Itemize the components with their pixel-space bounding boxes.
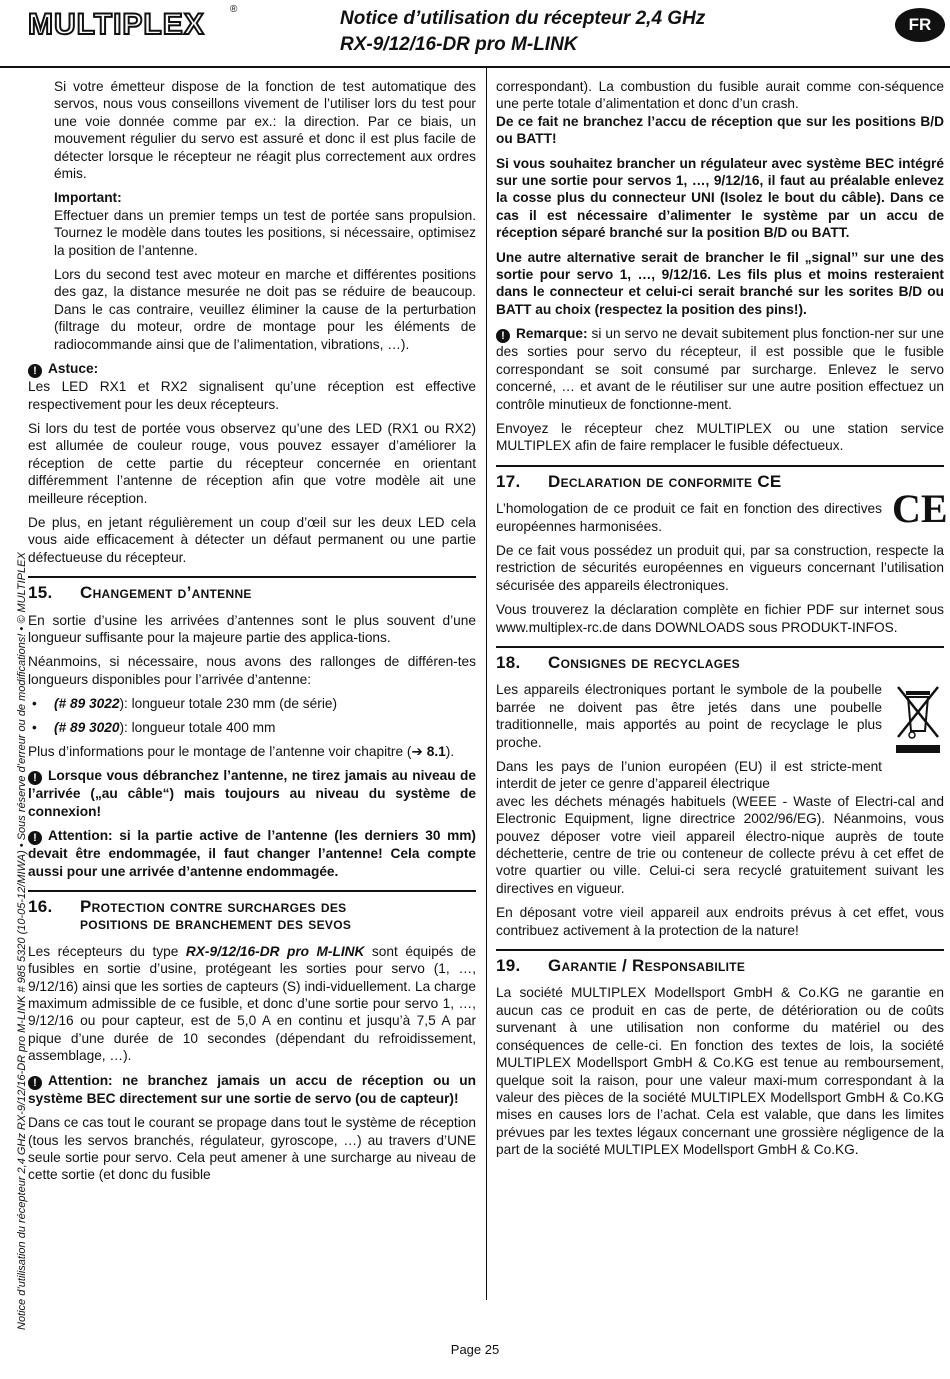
header-title-line2: RX-9/12/16-DR pro M-LINK (340, 34, 578, 55)
language-badge: FR (895, 8, 945, 42)
info-icon: ! (28, 364, 42, 378)
list-item (28, 719, 476, 736)
paragraph: En déposant votre vieil appareil aux endroits prévus à cet effet, vous contribuez activement à la protection de la nature! (496, 905, 944, 938)
section-title-continued: positions de branchement des sevos (80, 914, 352, 934)
section-title: Declaration de conformite CE (548, 471, 782, 491)
section-16-heading (28, 890, 476, 933)
side-margin-text: Notice d’utilisation du récepteur 2,4 GHz RX-9/12/16-DR pro M-LINK # 985 5320 (10-05-12/MIWA) • Sous réserve d’erreur ou de modifications! • © MULTIPLEX (16, 552, 28, 1330)
column-divider (486, 68, 487, 1300)
paragraph: L’homologation de ce produit ce fait en fonction des directives européennes harmonisées. (496, 501, 882, 534)
paragraph: avec les déchets ménagés habituels (WEEE - Waste of Electri-cal and Electronic Equipment, ligne directrice 2002/96/EG). Néanmoins, vous pouvez déposer votre vieil appareil électro-nique auprès de toute déchetterie, centre de trie ou conteneur de collecte prévu à cet effet de votre quartier ou ville. Celui-ci sera recyclé gratuitement suivant les directives en vigueur. (496, 793, 944, 896)
multiplex-logo: MULTIPLEX (28, 8, 205, 41)
paragraph: De ce fait vous possédez un produit qui, par sa construction, respecte la restriction de sécurités européennes en vigueurs concernant l’utilisation sécurisée des appareils électroniques. (496, 542, 944, 593)
section-number: 19. (496, 956, 521, 976)
section-title: Changement d’antenne (80, 583, 252, 603)
paragraph-text: sont équipés de fusibles en sortie d’usine, protégeant les sorties pour servo (1, …, 9/12/16) ainsi que les sorties de capteurs (S) indi-viduellement. La charge maximum admissible de ce fusible, et donc d’une sortie pour servo 1, …, 9/12/16 ou pour capteur, est de 5,0 A en continu et jusqu’à 7,5 A par pique d’une durée de 10 secondes (dépendant du refroidissement, assemblage, …). (28, 943, 476, 1064)
paragraph-text: ). (445, 744, 455, 759)
section-19-heading (496, 949, 944, 974)
paragraph-bold: De ce fait ne branchez l’accu de réception que sur les positions B/D ou BATT! (496, 113, 944, 147)
paragraph: En sortie d’usine les arrivées d’antennes sont le plus souvent d’une longueur suffisante pour la majeure partie des applica-tions. (28, 612, 476, 645)
paragraph-bold: Si vous souhaitez brancher un régulateur avec système BEC intégré sur une sortie pour servos 1, …, 9/12/16, il faut au préalable enlevez la cosse plus du connecteur UNI (Isolez le bout du câble). Dans ce cas il est nécessaire d’alimenter le système par un accu de réception séparé branché sur la position B/D ou BATT. (496, 155, 944, 241)
remarque-label: Remarque: (516, 326, 588, 342)
paragraph: correspondant). La combustion du fusible aurait comme con-séquence une perte totale d’alimentation et donc d’un crash. (496, 79, 944, 112)
paragraph: De plus, en jetant régulièrement un coup d’œil sur les deux LED cela vous aide efficacement à détecter un défaut permanent ou une partie défectueuse du récepteur. (28, 514, 476, 565)
section-title: Consignes de recyclages (548, 652, 740, 672)
paragraph: La société MULTIPLEX Modellsport GmbH & Co.KG ne garantie en aucun cas ce produit en cas de perte, de détérioration ou de coûts survenant à une utilisation non conforme du matériel ou des conséquences de celle-ci. En fonction des textes de lois, la société MULTIPLEX Modellsport GmbH & Co.KG est tenue au remboursement, quelque soit la raison, pour une valeur maxi-mum correspondant à la valeur des pièces de la société MULTIPLEX Modellsport GmbH & Co.KG mises en causes lors de l’achat. Cela est valable, que dans les limites prévues par les textes légaux concernant une grossière négligence de la part de la société MULTIPLEX Modellsport GmbH & Co.KG. (496, 985, 944, 1158)
note-text: si un servo ne devait subitement plus fonction-ner sur une des sorties pour servo du récepteur, il est possible que le fusible correspondant se soit consumé par surcharge. Enlevez le servo concerné, … et avant de le réutiliser sur une autre position effectuez un contrôle minutieux de fonctionne-ment. (496, 326, 944, 412)
section-title: Garantie / Responsabilite (548, 956, 746, 976)
astuce-heading (28, 360, 476, 378)
list-item-text: ): longueur totale 230 mm (de série) (119, 696, 338, 712)
section-17-heading (496, 465, 944, 490)
page-header-title (340, 6, 705, 58)
important-label: Important: (54, 190, 122, 206)
section-title: Protection contre surcharges des (80, 897, 347, 917)
part-number: (# 89 3020 (54, 719, 120, 735)
paragraph: Dans ce cas tout le courant se propage dans tout le système de réception (tous les servos branchés, régulateur, gyroscope, …) au travers d’UNE seule sortie pour servo. Cela peut amener à une surcharge au niveau de cette sortie (et donc du fusible (28, 1115, 476, 1183)
crossed-bin-icon (892, 681, 944, 765)
paragraph: Les appareils électroniques portant le symbole de la poubelle barrée ne doivent pas être jetés dans une poubelle traditionnelle, mais apportés au point de recyclage le plus proche. (496, 682, 882, 750)
part-number: (# 89 3022 (54, 696, 120, 712)
note-paragraph (28, 1072, 476, 1107)
page-number: Page 25 (450, 1342, 500, 1357)
paragraph: Si lors du test de portée vous observez qu’une des LED (RX1 ou RX2) est allumée de couleur rouge, vous pouvez essayer d’améliorer la réception de cette partie du récepteur concernée en orientant différemment l’antenne de réception afin que votre modèle ait une meilleure réception. (28, 420, 476, 506)
section-15-heading (28, 576, 476, 601)
note-paragraph (28, 827, 476, 880)
note-text: Attention: si la partie active de l’antenne (les derniers 30 mm) devait être endommagée, il faut changer l’antenne! Cela compte aussi pour une arrivée d’antenne endommagée. (28, 828, 476, 879)
info-icon: ! (28, 831, 42, 845)
paragraph: Envoyez le récepteur chez MULTIPLEX ou une station service MULTIPLEX afin de faire remplacer le fusible défectueux. (496, 420, 944, 454)
left-column (28, 78, 476, 1191)
paragraph: Dans les pays de l’union européen (EU) il est stricte-ment interdit de jeter ce genre d’appareil électrique (496, 759, 882, 792)
info-icon: ! (496, 329, 510, 343)
paragraph: Si votre émetteur dispose de la fonction de test automatique des servos, nous vous conseillons vivement de l’utiliser lors du test pour une voie donnée comme par ex.: la direction. Par ce biais, un mouvement régulier du servo est assuré et donc il est plus facile de détecter lorsque le récepteur ne réagit plus correctement aux ordres émis. (54, 79, 476, 182)
extension-list (28, 695, 476, 736)
list-item (28, 695, 476, 712)
note-text: Lorsque vous débranchez l’antenne, ne tirez jamais au niveau de l’arrivée („au câble“) mais toujours au niveau du système de connexion! (28, 768, 476, 819)
list-item-text: ): longueur totale 400 mm (119, 719, 276, 735)
header-divider (0, 66, 950, 68)
section-18-heading (496, 646, 944, 671)
header-title-line1: Notice d’utilisation du récepteur 2,4 GHz (340, 8, 706, 29)
weee-block (496, 681, 944, 792)
paragraph: Les LED RX1 et RX2 signalisent qu’une réception est effective respectivement pour les deux récepteurs. (28, 379, 476, 412)
chapter-reference: 8.1 (426, 744, 446, 759)
paragraph (28, 743, 476, 760)
astuce-label: Astuce: (48, 361, 99, 377)
section-number: 18. (496, 652, 521, 672)
paragraph: Lors du second test avec moteur en marche et différentes positions des gaz, la distance mesurée ne doit pas se réduire de beaucoup. Dans le cas contraire, veuillez éliminer la cause de la perturbation (filtrage du moteur, ordre de montage pour les éléments de radiocommande ainsi que de l’alimentation, vibrations, …). (54, 267, 476, 352)
right-column (496, 78, 948, 1166)
section-number: 15. (28, 583, 53, 603)
section-number: 17. (496, 471, 521, 491)
paragraph: Vous trouverez la déclaration complète en fichier PDF sur internet sous www.multiplex-rc.de dans DOWNLOADS sous PRODUKT-INFOS. (496, 602, 944, 635)
registered-mark: ® (230, 4, 238, 15)
section-number: 16. (28, 897, 53, 917)
paragraph-bold: Une autre alternative serait de brancher le fil „signal’’ sur une des sortie pour servo 1, …, 9/12/16. Les fils plus et moins resteraient dans le connecteur et celui-ci serait branché sur les sorites B/D ou BATT au choix (respectez la position des pins!). (496, 249, 944, 317)
note-paragraph (496, 325, 944, 413)
ce-mark-icon: CE (892, 486, 948, 532)
paragraph (28, 943, 476, 1065)
paragraph: Effectuer dans un premier temps un test de portée sans propulsion. Tournez le modèle dans toutes les positions, si nécessaire, optimisez la position de l’antenne. (54, 207, 476, 258)
paragraph-text: Les récepteurs du type (28, 943, 186, 959)
model-name: RX-9/12/16-DR pro M-LINK (185, 943, 365, 959)
info-icon: ! (28, 771, 42, 785)
paragraph: Néanmoins, si nécessaire, nous avons des rallonges de différen-tes longueurs disponibles pour l’arrivée d’antenne: (28, 654, 476, 687)
note-paragraph (28, 767, 476, 820)
note-text: Attention: ne branchez jamais un accu de réception ou un système BEC directement sur une sortie de servo (ou de capteur)! (28, 1072, 476, 1106)
ce-block (496, 486, 948, 542)
info-icon: ! (28, 1076, 42, 1090)
paragraph-text: Plus d’informations pour le montage de l’antenne voir chapitre (➔ (28, 744, 427, 759)
